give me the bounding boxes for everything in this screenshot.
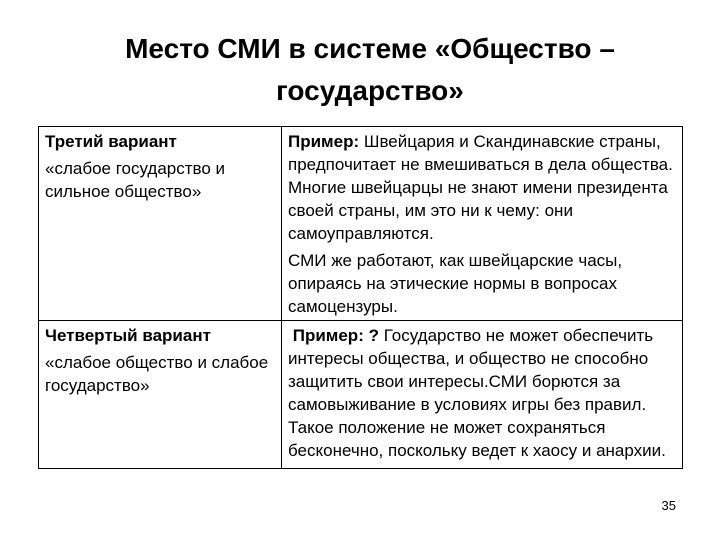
example-cell — [282, 127, 683, 321]
example-cell — [282, 321, 683, 469]
slide-title-line-2: государство» — [276, 75, 464, 106]
example-paragraph — [288, 324, 676, 462]
variant-description: «слабое государство и сильное общество» — [45, 159, 226, 201]
example-label: Пример: — [288, 132, 360, 151]
slide-title-line-1: Место СМИ в системе «Общество – — [125, 33, 615, 64]
variant-cell — [39, 321, 282, 469]
example-text: Швейцария и Скандинавские страны, предпочитает не вмешиваться в дела общества. Многие швейцарцы не знают имени президента своей страны, им это ни к чему: они самоуправляются. — [288, 132, 673, 243]
example-extra-paragraph: СМИ же работают, как швейцарские часы, опираясь на этические нормы в вопросах самоцензуры. — [288, 251, 623, 316]
example-label: Пример: ? — [288, 326, 379, 345]
variant-title: Четвертый вариант — [45, 326, 211, 345]
example-paragraph — [288, 130, 676, 245]
variant-title: Третий вариант — [45, 132, 177, 151]
table-row-third-variant — [39, 127, 683, 321]
slide-title — [60, 28, 680, 112]
variant-cell — [39, 127, 282, 321]
page-number: 35 — [661, 498, 676, 513]
table-row-fourth-variant — [39, 321, 683, 469]
variant-description: «слабое общество и слабое государство» — [45, 353, 269, 395]
comparison-table — [38, 126, 683, 469]
example-text: Государство не может обеспечить интересы общества, и общество не способно защитить свои интересы.СМИ борются за самовыживание в условиях игры без правил. Такое положение не может сохраняться бесконечно, поскольку ведет к хаосу и анархии. — [288, 326, 666, 460]
